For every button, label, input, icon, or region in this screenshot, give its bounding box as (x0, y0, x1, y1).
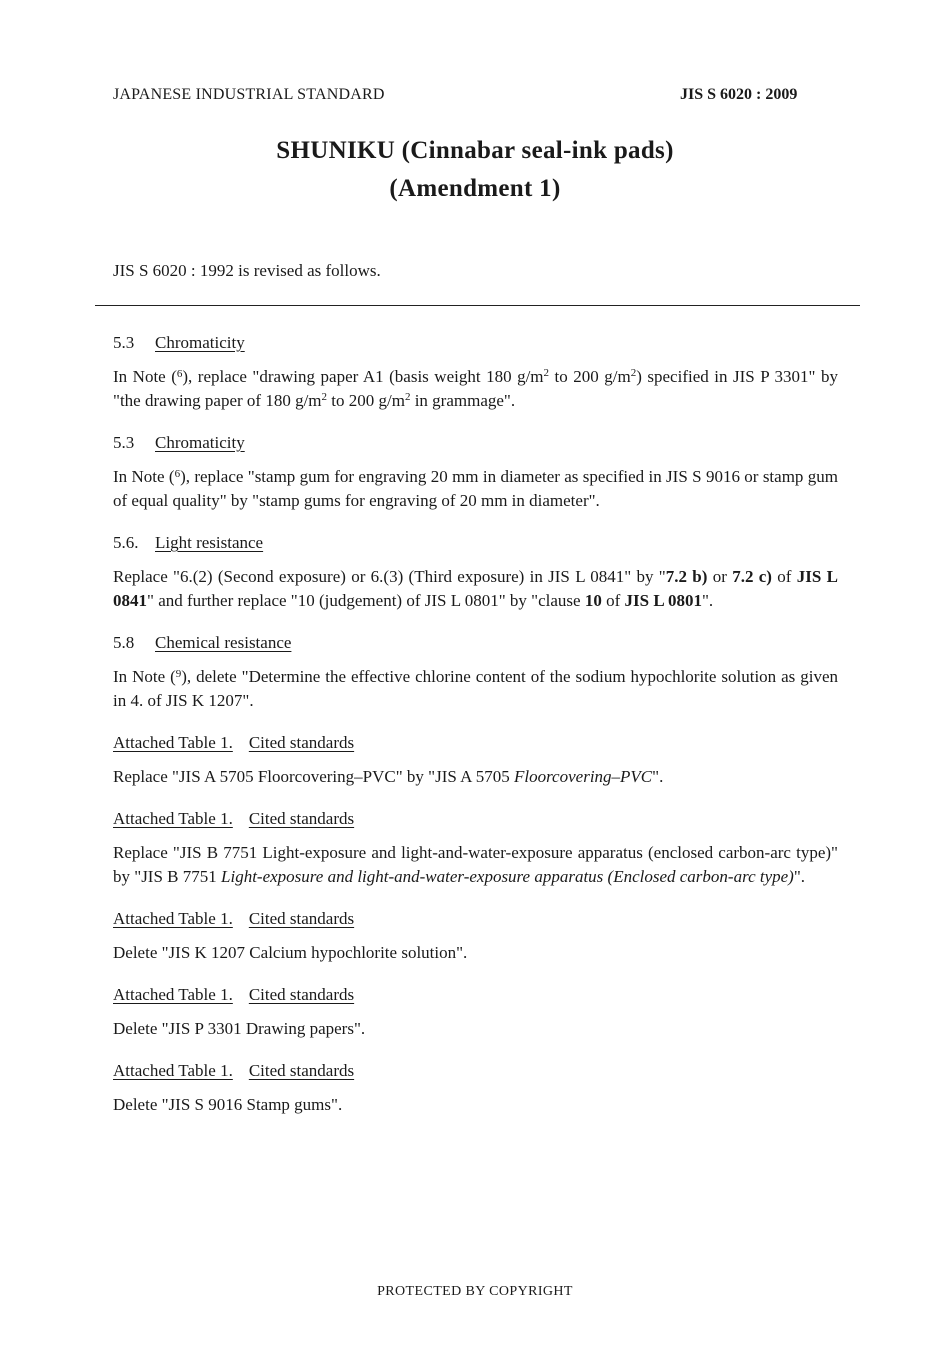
document-title: SHUNIKU (Cinnabar seal-ink pads) (276, 137, 674, 164)
section-title: Cited standards (248, 733, 355, 752)
section-heading (113, 531, 838, 555)
note-reference: 9 (175, 668, 182, 680)
amendment-section (113, 531, 838, 613)
amendment-section (113, 807, 838, 889)
section-title: Cited standards (248, 909, 355, 928)
table-reference: Attached Table 1. (113, 909, 233, 928)
document-header-left: JAPANESE INDUSTRIAL STANDARD (113, 86, 385, 103)
section-text: In Note ($^6$), replace "drawing paper A1 (basis weight 180 $g/m^2$ to 200 $g/m^2$) specified in JIS P 3301" by "the drawing paper of 180 $g/m^2$ to 200 $g/m^2$ in grammage". (113, 367, 838, 410)
table-reference: Attached Table 1. (113, 809, 233, 828)
section-text: Replace "6.(2) (Second exposure) or 6.(3) (Third exposure) in JIS L 0841" by "7.2 b) or 7.2 c) of JIS L 0841" and further replace "10 (judgement) of JIS L 0801" by "clause 10 of JIS L 0801". (113, 567, 838, 610)
section-title: Chromaticity (155, 333, 245, 352)
section-heading (113, 731, 838, 755)
note-reference: 6 (176, 368, 183, 380)
section-heading (113, 431, 838, 455)
section-number: 5.3 (113, 333, 135, 352)
section-text: Replace "JIS A 5705 Floorcovering–PVC" by "JIS A 5705 Floorcovering–PVC". (113, 767, 664, 786)
table-reference: Attached Table 1. (113, 733, 233, 752)
section-title: Light resistance (155, 533, 264, 552)
standard-number: JIS S 6020 : 2009 (680, 86, 798, 103)
section-number: 5.3 (113, 433, 135, 452)
section-title: Cited standards (248, 985, 355, 1004)
section-heading (113, 907, 838, 931)
section-number: 5.6. (113, 533, 139, 552)
amendment-section (113, 631, 838, 713)
section-title: Cited standards (248, 1061, 355, 1080)
section-title: Chemical resistance (155, 633, 292, 652)
section-text: Replace "JIS B 7751 Light-exposure and light-and-water-exposure apparatus (enclosed carbon-arc type)" by "JIS B 7751 Light-exposure and light-and-water-exposure apparatus (Enclosed carbon-arc type)". (113, 843, 838, 886)
amendment-section (113, 331, 838, 413)
section-heading (113, 1059, 838, 1083)
horizontal-divider (95, 305, 860, 306)
table-reference: Attached Table 1. (113, 1061, 233, 1080)
document-subtitle: (Amendment 1) (389, 175, 561, 202)
section-title: Chromaticity (155, 433, 245, 452)
amendment-section (113, 731, 838, 789)
section-text: Delete "JIS K 1207 Calcium hypochlorite solution". (113, 943, 468, 962)
section-text: In Note ($^6$), replace "stamp gum for engraving 20 mm in diameter as specified in JIS S 9016 or stamp gum of equal quality" by "stamp gums for engraving of 20 mm in diameter". (113, 467, 838, 510)
amendment-section (113, 907, 838, 965)
amendment-section (113, 983, 838, 1041)
section-heading (113, 331, 838, 355)
section-heading (113, 983, 838, 1007)
copyright-footer: PROTECTED BY COPYRIGHT (377, 1284, 573, 1299)
section-heading (113, 807, 838, 831)
amendment-section (113, 1059, 838, 1117)
section-text: In Note ($^9$), delete "Determine the effective chlorine content of the sodium hypochlorite solution as given in 4. of JIS K 1207". (113, 667, 838, 710)
intro-statement: JIS S 6020 : 1992 is revised as follows. (113, 261, 381, 280)
section-text: Delete "JIS S 9016 Stamp gums". (113, 1095, 343, 1114)
table-reference: Attached Table 1. (113, 985, 233, 1004)
section-number: 5.8 (113, 633, 135, 652)
section-text: Delete "JIS P 3301 Drawing papers". (113, 1019, 366, 1038)
note-reference: 6 (174, 468, 181, 480)
section-title: Cited standards (248, 809, 355, 828)
amendment-section (113, 431, 838, 513)
section-heading (113, 631, 838, 655)
amendment-body (113, 331, 838, 1117)
